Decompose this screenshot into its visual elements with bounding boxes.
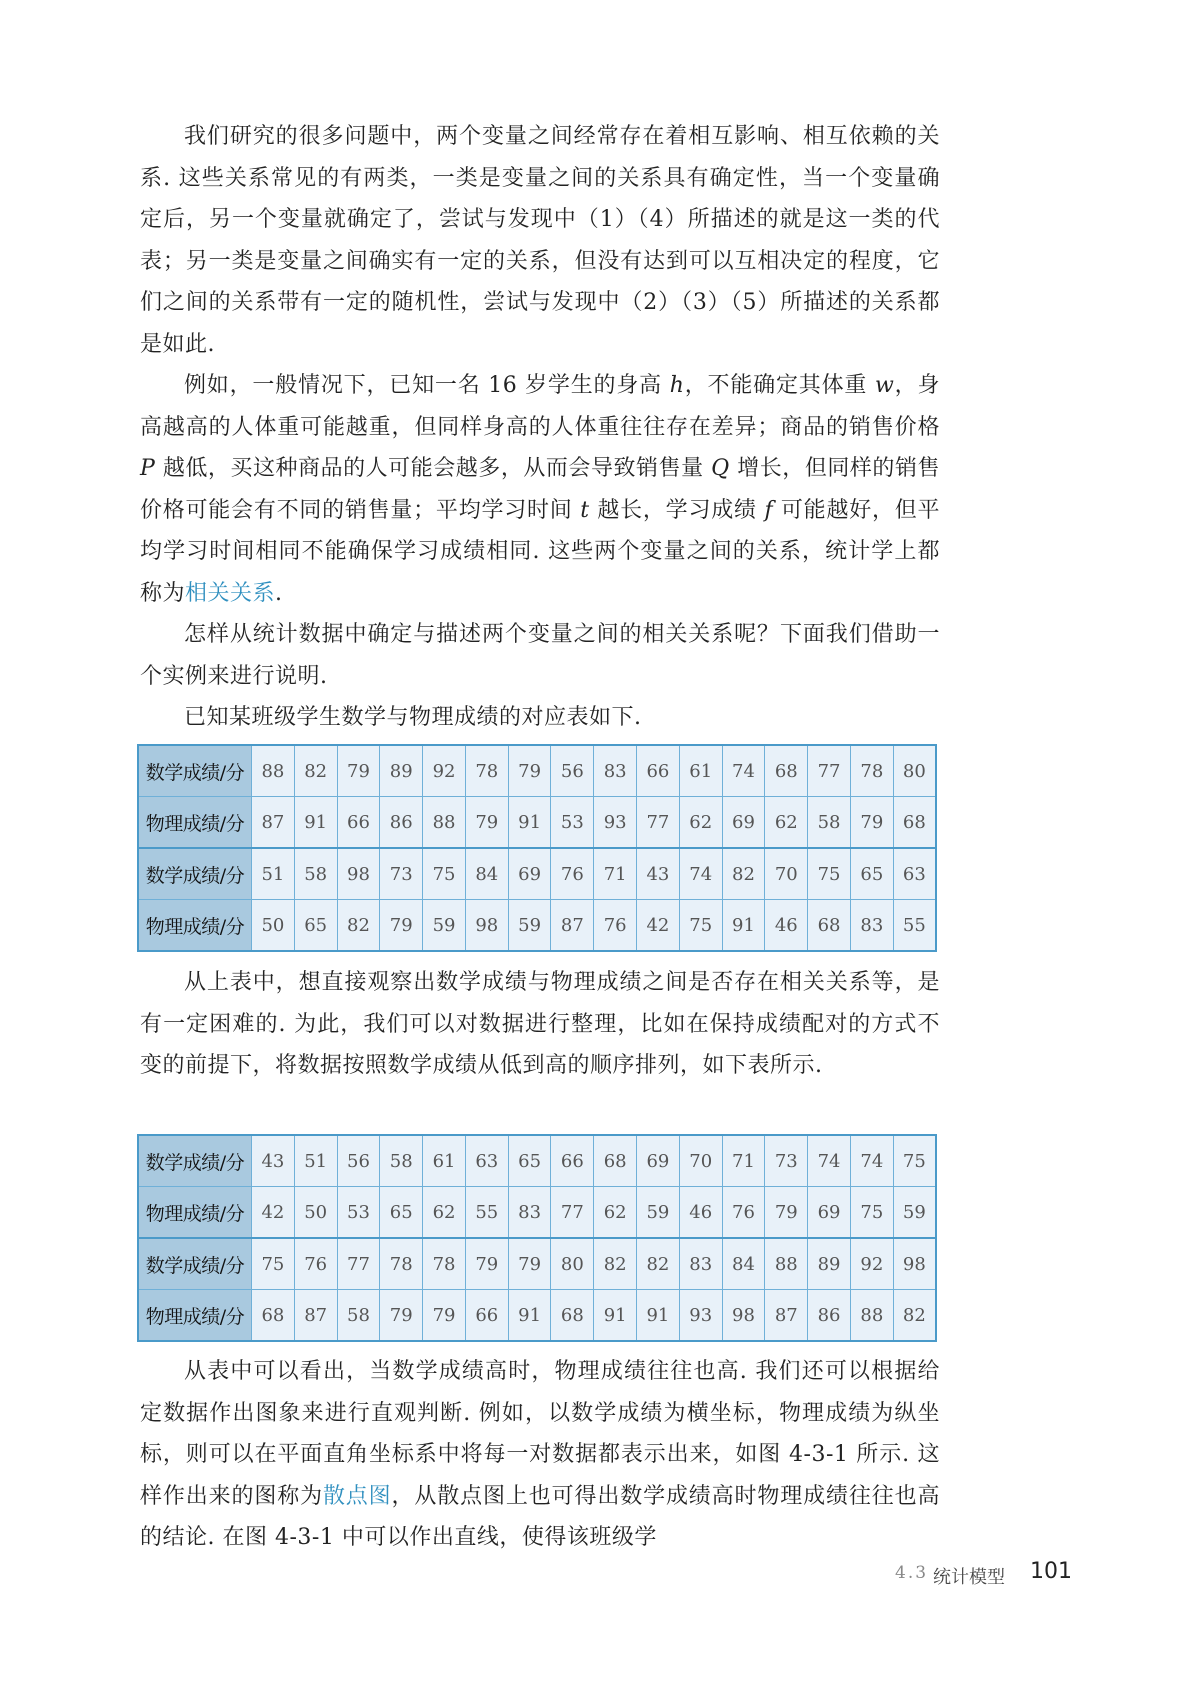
score-cell: 73 <box>765 1135 808 1187</box>
variable-f: f <box>764 497 774 523</box>
score-cell: 93 <box>679 1290 722 1342</box>
score-cell: 65 <box>508 1135 551 1187</box>
score-cell: 98 <box>337 848 380 900</box>
score-cell: 86 <box>808 1290 851 1342</box>
table-row <box>138 1187 936 1239</box>
score-cell: 43 <box>252 1135 295 1187</box>
term-scatter-plot: 散点图 <box>322 1483 392 1509</box>
score-cell: 76 <box>722 1187 765 1239</box>
paragraph-question <box>140 614 940 697</box>
section-number: 4.3 <box>895 1563 929 1583</box>
score-cell: 66 <box>337 797 380 849</box>
score-cell: 51 <box>294 1135 337 1187</box>
score-cell: 79 <box>850 797 893 849</box>
score-cell: 73 <box>380 848 423 900</box>
score-cell: 82 <box>294 745 337 797</box>
score-cell: 82 <box>594 1238 637 1290</box>
variable-w: w <box>875 373 895 398</box>
score-cell: 56 <box>337 1135 380 1187</box>
score-cell: 83 <box>679 1238 722 1290</box>
row-header: 物理成绩/分 <box>138 797 252 849</box>
score-cell: 76 <box>294 1238 337 1290</box>
table-row <box>138 1135 936 1187</box>
score-cell: 61 <box>423 1135 466 1187</box>
variable-h: h <box>669 373 685 398</box>
score-cell: 77 <box>337 1238 380 1290</box>
paragraph-intro-text: 我们研究的很多问题中，两个变量之间经常存在着相互影响、相互依赖的关系. 这些关系常见的有两类，一类是变量之间的关系具有确定性，当一个变量确定后，另一个变量就确定了，尝试与发现中（1）（4）所描述的就是这一类的代表；另一类是变量之间确实有一定的关系，但没有达到可以互相决定的程度，它们之间的关系带有一定的随机性，尝试与发现中（2）（3）（5）所描述的关系都是如此. <box>140 124 940 357</box>
score-cell: 46 <box>679 1187 722 1239</box>
table-row <box>138 900 936 952</box>
table-row <box>138 1290 936 1342</box>
score-cell: 83 <box>850 900 893 952</box>
score-cell: 82 <box>637 1238 680 1290</box>
score-cell: 58 <box>380 1135 423 1187</box>
score-cell: 77 <box>808 745 851 797</box>
score-cell: 69 <box>508 848 551 900</box>
score-cell: 84 <box>465 848 508 900</box>
text-segment: 从表中可以看出，当数学成绩高时，物理成绩往往也高. 我们还可以根据给定数据作出图象来进行直观判断. 例如，以数学成绩为横坐标，物理成绩为纵坐标，则可以在平面直角坐标系中将每一对数据都表示出来，如图 4-3-1 所示. 这样作出来的图称为 <box>140 1359 940 1509</box>
score-cell: 42 <box>252 1187 295 1239</box>
text-segment: 例如，一般情况下，已知一名 16 岁学生的身高 <box>184 373 670 398</box>
score-cell: 58 <box>337 1290 380 1342</box>
score-cell: 79 <box>337 745 380 797</box>
text-segment: ，不能确定其体重 <box>684 373 876 398</box>
score-cell: 61 <box>679 745 722 797</box>
score-cell: 65 <box>294 900 337 952</box>
score-cell: 66 <box>637 745 680 797</box>
score-cell: 87 <box>252 797 295 849</box>
score-cell: 79 <box>423 1290 466 1342</box>
score-cell: 82 <box>337 900 380 952</box>
score-cell: 78 <box>423 1238 466 1290</box>
score-cell: 50 <box>294 1187 337 1239</box>
chapter-title: 统计模型 <box>933 1567 1005 1588</box>
score-cell: 91 <box>594 1290 637 1342</box>
table-row <box>138 745 936 797</box>
score-cell: 91 <box>722 900 765 952</box>
score-cell: 55 <box>465 1187 508 1239</box>
score-cell: 92 <box>423 745 466 797</box>
score-cell: 76 <box>594 900 637 952</box>
text-segment: 越低，买这种商品的人可能会越多，从而会导致销售量 <box>155 456 712 481</box>
score-cell: 87 <box>551 900 594 952</box>
variable-p: P <box>140 456 156 481</box>
paragraph-sorting <box>140 962 940 1087</box>
score-cell: 74 <box>679 848 722 900</box>
paragraph-intro <box>140 116 940 365</box>
score-cell: 63 <box>893 848 936 900</box>
score-cell: 68 <box>893 797 936 849</box>
score-cell: 69 <box>722 797 765 849</box>
score-cell: 98 <box>893 1238 936 1290</box>
variable-q: Q <box>711 456 730 481</box>
score-cell: 98 <box>722 1290 765 1342</box>
score-cell: 59 <box>893 1187 936 1239</box>
score-cell: 80 <box>893 745 936 797</box>
score-cell: 53 <box>551 797 594 849</box>
score-cell: 87 <box>294 1290 337 1342</box>
score-cell: 69 <box>637 1135 680 1187</box>
score-cell: 68 <box>551 1290 594 1342</box>
score-cell: 75 <box>808 848 851 900</box>
score-cell: 55 <box>893 900 936 952</box>
score-cell: 70 <box>679 1135 722 1187</box>
score-cell: 71 <box>722 1135 765 1187</box>
text-segment: ，身高越高的人体重可能越重，但同样身高的人体重往往存在差异；商品的销售价格 <box>140 373 940 440</box>
score-cell: 80 <box>551 1238 594 1290</box>
score-cell: 77 <box>637 797 680 849</box>
score-cell: 66 <box>551 1135 594 1187</box>
paragraph-table-intro <box>140 697 940 739</box>
score-cell: 74 <box>808 1135 851 1187</box>
text-segment: ，从散点图上也可得出数学成绩高时物理成绩往往也高的结论. 在图 4-3-1 中可以作出直线，使得该班级学 <box>140 1483 940 1550</box>
paragraph-sorting-text: 从上表中，想直接观察出数学成绩与物理成绩之间是否存在相关关系等，是有一定困难的. 为此，我们可以对数据进行整理，比如在保持成绩配对的方式不变的前提下，将数据按照数学成绩从低到高的顺序排列，如下表所示. <box>140 970 940 1078</box>
score-cell: 83 <box>508 1187 551 1239</box>
score-cell: 43 <box>637 848 680 900</box>
score-cell: 62 <box>423 1187 466 1239</box>
score-cell: 65 <box>380 1187 423 1239</box>
score-cell: 75 <box>850 1187 893 1239</box>
text-segment: 可能越好，但平均学习时间相同不能确保学习成绩相同. 这些两个变量之间的关系，统计学上都称为 <box>140 497 940 606</box>
term-correlation: 相关关系 <box>185 580 276 606</box>
score-cell: 65 <box>850 848 893 900</box>
score-cell: 53 <box>337 1187 380 1239</box>
score-cell: 58 <box>294 848 337 900</box>
score-cell: 79 <box>765 1187 808 1239</box>
score-cell: 79 <box>465 1238 508 1290</box>
score-cell: 88 <box>252 745 295 797</box>
score-cell: 78 <box>380 1238 423 1290</box>
score-cell: 42 <box>637 900 680 952</box>
score-cell: 82 <box>722 848 765 900</box>
scores-table-sorted <box>137 1134 937 1342</box>
score-cell: 68 <box>765 745 808 797</box>
row-header: 数学成绩/分 <box>138 1135 252 1187</box>
score-cell: 79 <box>380 1290 423 1342</box>
score-cell: 70 <box>765 848 808 900</box>
score-cell: 79 <box>465 797 508 849</box>
score-cell: 88 <box>850 1290 893 1342</box>
row-header: 物理成绩/分 <box>138 1290 252 1342</box>
score-cell: 87 <box>765 1290 808 1342</box>
score-cell: 82 <box>893 1290 936 1342</box>
score-cell: 74 <box>722 745 765 797</box>
score-cell: 75 <box>679 900 722 952</box>
paragraph-question-text: 怎样从统计数据中确定与描述两个变量之间的相关关系呢？下面我们借助一个实例来进行说明. <box>140 622 940 689</box>
text-segment: . <box>275 580 283 606</box>
score-cell: 51 <box>252 848 295 900</box>
score-cell: 89 <box>808 1238 851 1290</box>
score-cell: 89 <box>380 745 423 797</box>
score-cell: 78 <box>465 745 508 797</box>
text-segment: 越长，学习成绩 <box>589 497 765 523</box>
score-cell: 91 <box>508 1290 551 1342</box>
score-cell: 62 <box>594 1187 637 1239</box>
score-cell: 92 <box>850 1238 893 1290</box>
paragraph-table-intro-text: 已知某班级学生数学与物理成绩的对应表如下. <box>184 705 642 730</box>
text-segment: 增长，但同样的销售价格可能会有不同的销售量；平均学习时间 <box>140 456 940 523</box>
score-cell: 79 <box>380 900 423 952</box>
score-cell: 50 <box>252 900 295 952</box>
score-cell: 91 <box>508 797 551 849</box>
score-cell: 59 <box>423 900 466 952</box>
paragraph-examples <box>140 365 940 614</box>
score-cell: 75 <box>893 1135 936 1187</box>
score-cell: 62 <box>679 797 722 849</box>
score-cell: 78 <box>850 745 893 797</box>
score-cell: 75 <box>252 1238 295 1290</box>
score-cell: 88 <box>423 797 466 849</box>
score-cell: 86 <box>380 797 423 849</box>
score-cell: 66 <box>465 1290 508 1342</box>
score-cell: 59 <box>637 1187 680 1239</box>
row-header: 物理成绩/分 <box>138 1187 252 1239</box>
score-cell: 68 <box>808 900 851 952</box>
scores-table-sorted-body <box>138 1135 936 1341</box>
score-cell: 75 <box>423 848 466 900</box>
score-cell: 62 <box>765 797 808 849</box>
score-cell: 91 <box>637 1290 680 1342</box>
table-row <box>138 1238 936 1290</box>
score-cell: 79 <box>508 1238 551 1290</box>
table-row <box>138 848 936 900</box>
row-header: 数学成绩/分 <box>138 1238 252 1290</box>
score-cell: 77 <box>551 1187 594 1239</box>
score-cell: 68 <box>594 1135 637 1187</box>
row-header: 数学成绩/分 <box>138 745 252 797</box>
score-cell: 56 <box>551 745 594 797</box>
score-cell: 46 <box>765 900 808 952</box>
score-cell: 98 <box>465 900 508 952</box>
row-header: 数学成绩/分 <box>138 848 252 900</box>
score-cell: 68 <box>252 1290 295 1342</box>
score-cell: 76 <box>551 848 594 900</box>
score-cell: 88 <box>765 1238 808 1290</box>
score-cell: 71 <box>594 848 637 900</box>
score-cell: 69 <box>808 1187 851 1239</box>
row-header: 物理成绩/分 <box>138 900 252 952</box>
score-cell: 84 <box>722 1238 765 1290</box>
variable-t: t <box>580 497 590 523</box>
scores-table-original-body <box>138 745 936 951</box>
score-cell: 58 <box>808 797 851 849</box>
table-row <box>138 797 936 849</box>
paragraph-scatter <box>140 1351 940 1559</box>
score-cell: 79 <box>508 745 551 797</box>
score-cell: 63 <box>465 1135 508 1187</box>
page-number: 101 <box>1030 1559 1072 1584</box>
scores-table-original <box>137 744 937 952</box>
score-cell: 93 <box>594 797 637 849</box>
score-cell: 91 <box>294 797 337 849</box>
score-cell: 74 <box>850 1135 893 1187</box>
score-cell: 59 <box>508 900 551 952</box>
score-cell: 83 <box>594 745 637 797</box>
